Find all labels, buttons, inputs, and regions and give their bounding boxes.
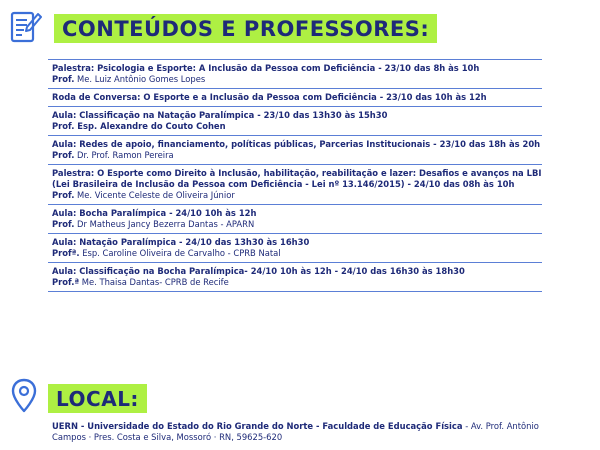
list-item bbox=[48, 165, 542, 205]
list-item bbox=[48, 89, 542, 107]
session-title: Roda de Conversa: O Esporte e a Inclusão da Pessoa com Deficiência - 23/10 das 10h às 12h bbox=[52, 92, 487, 102]
professor-name: Me. Thaisa Dantas- CPRB de Recife bbox=[79, 277, 229, 287]
professor-line bbox=[52, 190, 542, 201]
address-institution: UERN - Universidade do Estado do Rio Grande do Norte - Faculdade de Educação Física bbox=[52, 421, 463, 431]
section-header-contents bbox=[6, 6, 594, 52]
session-title: Aula: Classificação na Natação Paralímpica - 23/10 das 13h30 às 15h30 bbox=[52, 110, 388, 120]
session-title: Aula: Redes de apoio, financiamento, políticas públicas, Parcerias Institucionais - 23/10 das 18h às 20h bbox=[52, 139, 541, 149]
location-pin-icon bbox=[10, 378, 38, 414]
session-title: Aula: Bocha Paralímpica - 24/10 10h às 12h bbox=[52, 208, 257, 218]
document-edit-icon bbox=[10, 8, 42, 46]
professor-name: Esp. Caroline Oliveira de Carvalho - CPRB Natal bbox=[79, 248, 281, 258]
professor-name: Esp. Alexandre do Couto Cohen bbox=[74, 121, 226, 131]
professor-line bbox=[52, 150, 542, 161]
title-highlight bbox=[54, 14, 437, 43]
professor-line bbox=[52, 219, 542, 230]
section-header-local bbox=[6, 378, 594, 418]
professor-label: Prof. bbox=[52, 74, 75, 84]
schedule-list bbox=[48, 59, 542, 292]
professor-label: Prof. bbox=[52, 121, 75, 131]
professor-line bbox=[52, 248, 542, 259]
local-highlight bbox=[48, 384, 147, 413]
session-title: Palestra: Psicologia e Esporte: A Inclusão da Pessoa com Deficiência - 23/10 das 8h às 10h bbox=[52, 63, 480, 73]
page-title: CONTEÚDOS E PROFESSORES: bbox=[62, 17, 430, 41]
session-title: Palestra: O Esporte como Direito à Inclusão, habilitação, reabilitação e lazer: Desafios e avanços na LBI (Lei Brasileira de Inclusão da Pessoa com Deficiência - Lei nº 13.146/2015) - 24/10 das 08h às 10h bbox=[52, 168, 542, 189]
list-item bbox=[48, 263, 542, 292]
professor-name: Dr. Prof. Ramon Pereira bbox=[74, 150, 174, 160]
professor-label: Prof. bbox=[52, 150, 75, 160]
session-title: Aula: Natação Paralímpica - 24/10 das 13h30 às 16h30 bbox=[52, 237, 310, 247]
professor-label: Profª. bbox=[52, 248, 80, 258]
address-text bbox=[52, 421, 542, 443]
professor-name: Me. Vicente Celeste de Oliveira Júnior bbox=[74, 190, 235, 200]
local-title: LOCAL: bbox=[56, 387, 139, 411]
professor-label: Prof. bbox=[52, 219, 75, 229]
professor-line bbox=[52, 121, 542, 132]
list-item bbox=[48, 136, 542, 165]
professor-line bbox=[52, 74, 542, 85]
professor-name: Dr Matheus Jancy Bezerra Dantas - APARN bbox=[74, 219, 255, 229]
list-item bbox=[48, 234, 542, 263]
list-item bbox=[48, 59, 542, 89]
professor-label: Prof. bbox=[52, 190, 75, 200]
address-street: - Av. Prof. Antônio Campos · Pres. Costa e Silva, Mossoró · RN, 59625-620 bbox=[52, 421, 539, 442]
professor-line bbox=[52, 277, 542, 288]
list-item bbox=[48, 205, 542, 234]
session-title: Aula: Classificação na Bocha Paralímpica- 24/10 10h às 12h - 24/10 das 16h30 às 18h30 bbox=[52, 266, 465, 276]
professor-name: Me. Luiz Antônio Gomes Lopes bbox=[74, 74, 206, 84]
list-item bbox=[48, 107, 542, 136]
professor-label: Prof.ª bbox=[52, 277, 80, 287]
